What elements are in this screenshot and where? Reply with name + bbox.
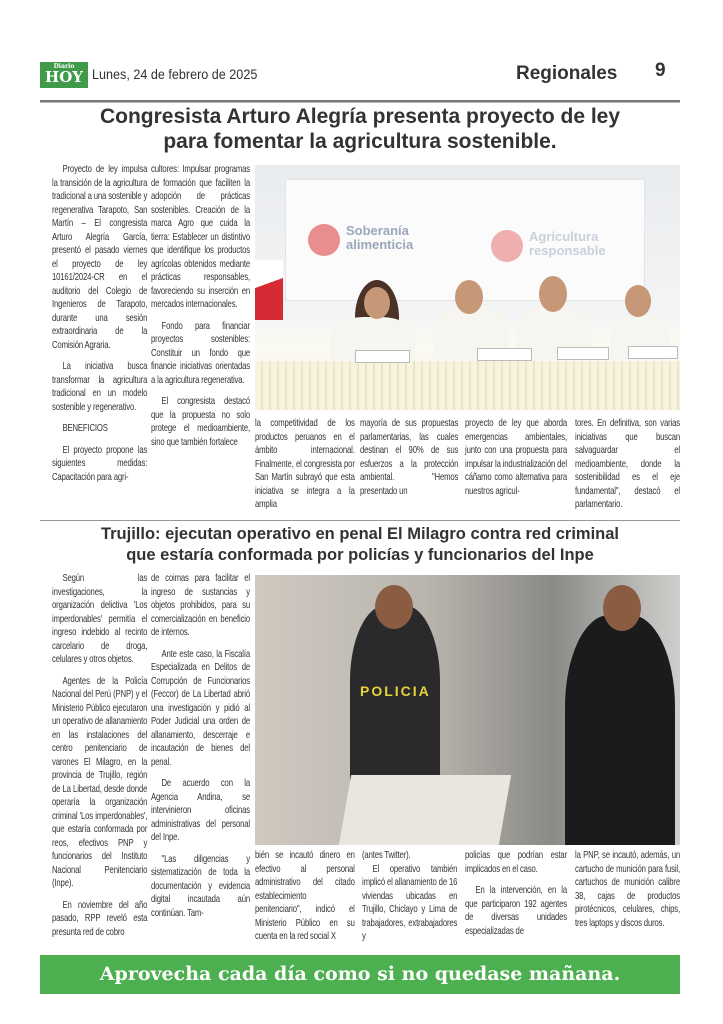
paragraph: El congresista destacó que la propuesta no solo protege el medioambiente, sino que también fortalece xyxy=(151,396,250,448)
headline-line: Trujillo: ejecutan operativo en penal El Milagro contra red criminal xyxy=(100,525,620,543)
person-head xyxy=(539,276,567,312)
article1-column-2 xyxy=(151,163,250,449)
paragraph: mayoría de sus propuestas parlamentarias, las cuales destinan el 90% de sus esfuerzos a la protección ambiental. "Hemos presentado un xyxy=(360,418,459,497)
screen-text: Soberanía alimenticia xyxy=(346,223,414,252)
nameplate xyxy=(355,350,410,363)
article2-column-5 xyxy=(465,849,567,938)
paragraph: Según las investigaciones, la organización delictiva 'Los imperdonables' permitía el ingreso indebido al recinto carcelario de droga, celulares y otros objetos. xyxy=(52,573,148,665)
paragraph: la PNP, se incautó, además, un cartucho de munición para fusil, cartuchos de munición calibre 38, cajas de productos pirotécnicos, celulares, chips, tres laptops y discos duros. xyxy=(575,850,680,929)
article2-photo xyxy=(255,575,680,845)
article1-photo xyxy=(255,165,680,410)
person-head xyxy=(625,285,651,317)
page-number: 9 xyxy=(655,60,666,81)
article-divider xyxy=(40,520,680,521)
agricultura-logo-icon xyxy=(491,230,523,262)
paragraph: De acuerdo con la Agencia Andina, se intervinieron oficinas administrativas del personal del Inpe. xyxy=(151,778,250,843)
screen-text: Agricultura responsable xyxy=(529,229,606,258)
paragraph: En noviembre del año pasado, RPP reveló esta presunta red de cobro xyxy=(52,899,148,938)
headline-line: que estaría conformada por policías y funcionarios del Inpe xyxy=(126,546,594,564)
motto-banner: Aprovecha cada día como si no quedase mañana. xyxy=(40,955,680,994)
nameplate xyxy=(557,347,609,360)
paragraph: En la intervención, en la que participaron 192 agentes de diversas unidades especializadas de xyxy=(465,885,567,937)
paragraph: la competitividad de los productos peruanos en el ámbito internacional. Finalmente, el congresista por San Martín subrayó que esta iniciativa se integra a la amplia xyxy=(255,418,355,510)
paragraph: El operativo también implicó el allanamiento de 16 viviendas ubicadas en Trujillo, Chiclayo y Lima de trabajadores, extrabajadores y xyxy=(362,863,458,942)
paragraph: El proyecto propone las siguientes medidas: Capacitación para agri- xyxy=(52,444,148,483)
paragraph: Ante este caso, la Fiscalía Especializada en Delitos de Corrupción de Funcionarios (Feccor) de La Libertad abrió una investigación y pidió al Poder Judicial una orden de allanamiento, descerraje e incautación de bienes del penal. xyxy=(151,648,250,768)
soberania-logo-icon xyxy=(308,224,340,256)
headline-line: Congresista Arturo Alegría presenta proyecto de ley xyxy=(99,105,621,128)
police-officer xyxy=(350,605,440,795)
article2-column-3 xyxy=(255,849,355,944)
person-head xyxy=(375,585,413,629)
nameplate xyxy=(477,348,532,361)
header-rule xyxy=(40,100,680,103)
paragraph: "Las diligencias y sistematización de toda la documentación y evidencia digital incautada aún continúan. Tam- xyxy=(151,853,250,919)
paragraph: cultores: Impulsar programas de formación que faciliten la adopción de prácticas sostenibles. Creación de la marca Agro que cuida la tierra: Establecer un distintivo que identifique los productos agrícolas obtenidos mediante prácticas responsables, favoreciendo su inserción en mercados internacionales. xyxy=(151,164,250,310)
article2-column-2 xyxy=(151,572,250,920)
person-head xyxy=(364,287,390,319)
article1-column-5 xyxy=(465,417,567,498)
article1-column-6 xyxy=(575,417,680,512)
issue-date: Lunes, 24 de febrero de 2025 xyxy=(92,66,258,82)
paragraph: policías que podrían estar implicados en el caso. xyxy=(465,850,567,875)
nameplate xyxy=(628,346,678,359)
draped-table xyxy=(255,361,680,410)
paragraph: bién se incautó dinero en efectivo al personal administrativo del citado establecimiento penitenciario", indicó el Ministerio Público en su cuenta en la red social X xyxy=(255,850,355,942)
article2-column-6 xyxy=(575,849,680,930)
paragraph: Agentes de la Policía Nacional del Perú (PNP) y el Ministerio Público ejecutaron un operativo de allanamiento en las instalaciones del centro penitenciario de varones El Milagro, en la provincia de Trujillo, región de La Libertad, desde donde operaría la organización criminal 'Los imperdonables', que estaría conformada por reos, efectivos PNP y funcionarios del Instituto Nacional Penitenciario (Inpe). xyxy=(52,675,148,889)
subheading: BENEFICIOS xyxy=(62,423,108,434)
logo-small-text: Diario xyxy=(53,63,75,70)
article1-headline xyxy=(40,104,680,154)
diario-hoy-logo xyxy=(40,62,88,88)
paragraph: (antes Twitter). xyxy=(362,850,411,861)
article1-column-4 xyxy=(360,417,458,498)
paragraph: Proyecto de ley impulsa la transición de la agricultura tradicional a una sostenible y regenerativa Tarapoto, San Martín – El congresista Arturo Alegría García, presentó el pasado viernes el proyecto de ley 10161/2024-CR en el auditorio del Colegio de Ingenieros de Tarapoto, durante una sesión extraordinaria de la Comisión Agraria. xyxy=(52,164,148,351)
article1-column-1 xyxy=(52,163,147,484)
paragraph: tores. En definitiva, son varias iniciativas que buscan salvaguardar el medioambiente, donde la sostenibilidad es el eje fundamental", destacó el parlamentario. xyxy=(575,418,680,510)
article2-headline xyxy=(40,524,680,566)
article1-column-3 xyxy=(255,417,355,512)
evidence-table xyxy=(339,775,511,845)
detained-man xyxy=(565,615,675,845)
paragraph: de coimas para facilitar el ingreso de sustancias y objetos prohibidos, para su comercialización en beneficio de internos. xyxy=(151,573,250,638)
paragraph: La iniciativa busca transformar la agricultura tradicional en un modelo sostenible y regenerativo. xyxy=(52,361,148,413)
paragraph: proyecto de ley que aborda emergencias ambientales, junto con una propuesta para impulsar la industrialización del cáñamo como alternativa para nuestros agricul- xyxy=(465,418,567,497)
article2-column-4 xyxy=(362,849,457,944)
vest-text: POLICIA xyxy=(360,683,431,699)
section-name: Regionales xyxy=(516,63,618,84)
article2-column-1 xyxy=(52,572,147,939)
person-head xyxy=(603,585,641,631)
logo-big-text: HOY xyxy=(45,68,83,86)
peru-flag xyxy=(255,260,283,320)
paragraph: Fondo para financiar proyectos sostenibles: Constituir un fondo que financie iniciativas orientadas a la agricultura regenerativa. xyxy=(151,320,250,386)
headline-line: para fomentar la agricultura sostenible. xyxy=(163,130,557,153)
person-head xyxy=(455,280,483,314)
